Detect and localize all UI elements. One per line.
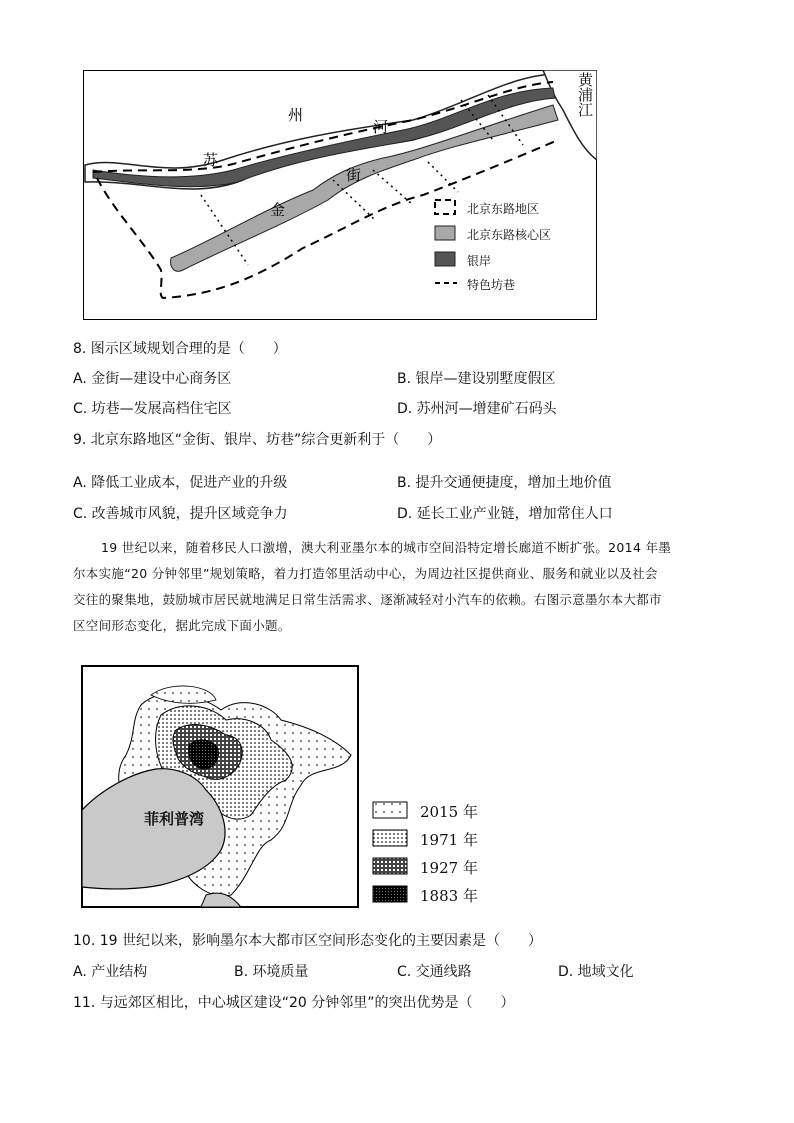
melbourne-legend: [372, 800, 492, 910]
question-10-stem: 10. 19 世纪以来，影响墨尔本大都市区空间形态变化的主要因素是（ ）: [73, 933, 542, 949]
legend-label-1971: 1971 年: [420, 831, 478, 849]
question-10-option-d[interactable]: D. 地域文化: [558, 964, 634, 980]
legend-swatch-1927: [373, 858, 407, 874]
beijing-road-map: [83, 70, 597, 320]
legend-label-core: 北京东路核心区: [467, 228, 552, 242]
question-8-stem: 8. 图示区域规划合理的是（ ）: [73, 341, 287, 357]
question-11-stem: 11. 与远郊区相比，中心城区建设“20 分钟邻里”的突出优势是（ ）: [73, 995, 515, 1011]
question-9-option-a[interactable]: A. 降低工业成本，促进产业的升级: [73, 475, 288, 491]
passage-line-2: 尔本实施“20 分钟邻里”规划策略，着力打造邻里活动中心，为周边社区提供商业、服务和就业以及社会: [73, 566, 658, 581]
question-10-option-a[interactable]: A. 产业结构: [73, 964, 148, 980]
label-he: 河: [373, 118, 389, 136]
label-zhou: 州: [288, 106, 304, 124]
legend-label-lanes: 特色坊巷: [467, 278, 516, 292]
passage-line-3: 交往的聚集地，鼓励城市居民就地满足日常生活需求、逐渐减轻对小汽车的依赖。右图示意墨尔本大都市: [73, 592, 662, 607]
label-huangpu-river: 黄浦江: [576, 72, 594, 117]
question-8-option-d[interactable]: D. 苏州河—增建矿石码头: [397, 401, 557, 417]
question-9-option-d[interactable]: D. 延长工业产业链，增加常住人口: [397, 506, 613, 522]
question-9-option-c[interactable]: C. 改善城市风貌，提升区域竞争力: [73, 506, 288, 522]
question-10-option-b[interactable]: B. 环境质量: [234, 964, 309, 980]
legend-label-district: 北京东路地区: [467, 202, 540, 216]
legend-swatch-core: [435, 226, 455, 240]
question-9-option-b[interactable]: B. 提升交通便捷度，增加土地价值: [397, 475, 612, 491]
passage-line-4: 区空间形态变化，据此完成下面小题。: [73, 618, 291, 633]
label-su: 苏: [203, 151, 219, 169]
question-8-option-a[interactable]: A. 金街—建设中心商务区: [73, 371, 232, 387]
legend-label-2015: 2015 年: [420, 803, 478, 821]
legend-label-1883: 1883 年: [420, 887, 478, 905]
question-8-option-b[interactable]: B. 银岸—建设别墅度假区: [397, 371, 556, 387]
question-10-option-c[interactable]: C. 交通线路: [397, 964, 472, 980]
legend-label-1927: 1927 年: [420, 859, 478, 877]
legend-swatch-silver: [435, 252, 455, 266]
label-jie: 街: [346, 166, 362, 184]
legend-swatch-2015: [373, 802, 407, 818]
legend-swatch-1883: [373, 886, 407, 902]
melbourne-map: [81, 665, 359, 908]
bay-label: 菲利普湾: [144, 810, 205, 828]
legend-label-silver: 银岸: [467, 254, 492, 268]
passage-line-1: 19 世纪以来，随着移民人口激增，澳大利亚墨尔本的城市空间沿特定增长廊道不断扩张。2014 年墨: [101, 540, 672, 555]
legend-swatch-1971: [373, 830, 407, 846]
question-8-option-c[interactable]: C. 坊巷—发展高档住宅区: [73, 401, 232, 417]
question-9-stem: 9. 北京东路地区“金街、银岸、坊巷”综合更新利于（ ）: [73, 432, 442, 448]
passage: [73, 535, 723, 639]
label-jin: 金: [270, 201, 286, 219]
